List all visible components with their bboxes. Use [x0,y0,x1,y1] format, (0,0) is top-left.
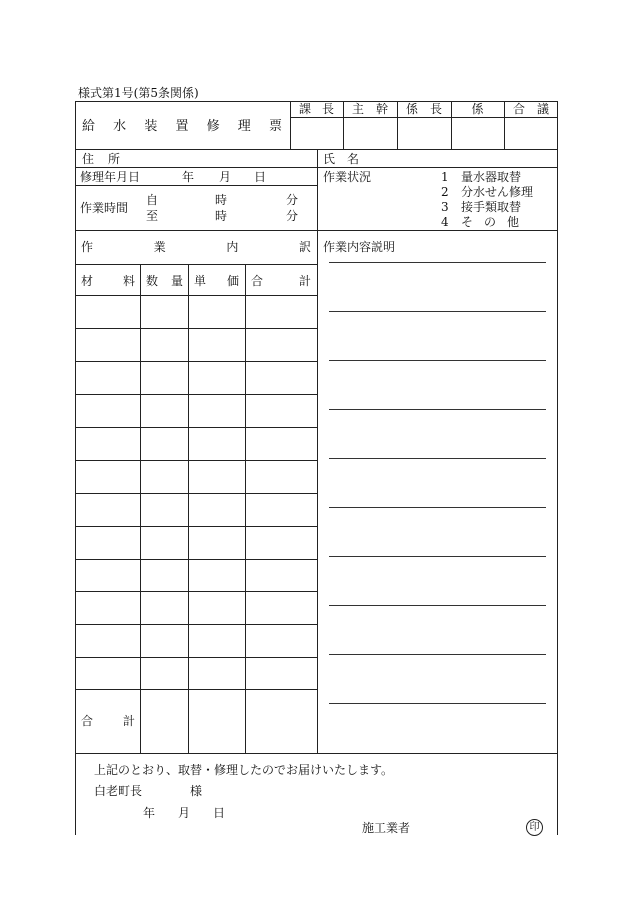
approval-stamp-box[interactable] [291,118,343,149]
rule-row [75,493,317,494]
form-title [82,120,282,133]
footer-honorific: 様 [190,784,203,798]
approval-header-director: 主 幹 [352,102,388,116]
column-header-total: 合 計 [251,274,311,288]
column-header-quantity: 数 量 [146,274,183,288]
description-line [329,262,546,263]
rule-col [188,264,189,753]
rule-breakdown-bottom [75,264,317,265]
footer-addressee: 白老町長 [94,784,143,798]
footer-month: 月 [178,806,191,820]
description-line [329,556,546,557]
work-status-option-2-num: 2 [441,185,449,199]
title-char: 修 [206,119,220,134]
rule-row [75,657,317,658]
description-line [329,360,546,361]
rule-row [75,624,317,625]
approval-stamp-box[interactable] [505,118,557,149]
description-line [329,703,546,704]
total-row-label: 合 計 [81,714,135,728]
rule-top [75,101,557,102]
work-breakdown-heading: 作 業 内 訳 [81,240,311,254]
rule-row [75,559,317,560]
work-time-from-minute: 分 [286,193,299,207]
work-status-option-1-num: 1 [441,170,449,184]
work-status-option-1[interactable]: 量水器取替 [461,170,522,184]
repair-date-day: 日 [254,170,267,184]
description-line [329,409,546,410]
work-time-from: 自 [146,193,159,207]
rule-date-bottom [75,185,317,186]
form-label: 様式第1号(第5条関係) [78,86,199,100]
rule-col [140,264,141,753]
approval-header-section-chief: 課 長 [299,102,334,116]
rule-address-bottom [75,167,557,168]
work-status-option-4[interactable]: そ の 他 [461,215,519,229]
repair-date-year: 年 [182,170,195,184]
title-char: 装 [144,119,158,134]
approval-stamp-box[interactable] [452,118,504,149]
rule-row [75,427,317,428]
footer-contractor-label: 施工業者 [362,821,411,835]
work-time-from-hour: 時 [215,193,228,207]
rule-row [75,460,317,461]
title-char: 給 [82,119,96,134]
rule-header-bottom [75,295,317,296]
work-time-to-hour: 時 [215,209,228,223]
work-description-label: 作業内容説明 [323,240,396,254]
rule-row [75,328,317,329]
description-line [329,605,546,606]
description-line [329,654,546,655]
seal-mark: 印 [526,819,543,836]
approval-header-consultation: 合 議 [513,102,549,116]
rule-middle [317,149,318,753]
address-field[interactable] [125,150,315,166]
name-label: 氏 名 [323,152,359,166]
rule-table-bottom [75,753,557,754]
rule-row [75,689,317,690]
work-status-option-2[interactable]: 分水せん修理 [461,185,534,199]
rule-row [75,394,317,395]
work-status-label: 作業状況 [323,170,372,184]
footer-year: 年 [143,806,156,820]
rule-row [75,361,317,362]
work-status-option-3-num: 3 [441,200,449,214]
column-header-material: 材 料 [81,274,135,288]
rule-time-bottom [75,230,557,231]
approval-header-subsection-chief: 係 長 [406,102,442,116]
work-time-to-minute: 分 [286,209,299,223]
title-char: 理 [237,119,251,134]
approval-stamp-box[interactable] [344,118,397,149]
description-line [329,507,546,508]
rule-right-border [557,101,558,835]
column-header-unit-price: 単 価 [194,274,239,288]
rule-col [245,264,246,753]
footer-statement: 上記のとおり、取替・修理したのでお届けいたします。 [94,763,394,777]
repair-date-label: 修理年月日 [80,170,141,184]
footer-day: 日 [213,806,226,820]
work-time-to: 至 [146,209,159,223]
title-char: 票 [268,119,282,134]
description-line [329,458,546,459]
approval-header-staff: 係 [471,102,484,116]
work-status-option-4-num: 4 [441,215,449,229]
work-time-label: 作業時間 [80,201,129,215]
name-field[interactable] [365,150,555,166]
description-line [329,311,546,312]
title-char: 置 [175,119,189,134]
work-status-option-3[interactable]: 接手類取替 [461,200,522,214]
approval-stamp-box[interactable] [398,118,451,149]
address-label: 住 所 [82,152,120,166]
repair-date-month: 月 [219,170,232,184]
rule-row [75,591,317,592]
title-char: 水 [113,119,127,134]
rule-left-border [75,101,76,835]
rule-row [75,526,317,527]
